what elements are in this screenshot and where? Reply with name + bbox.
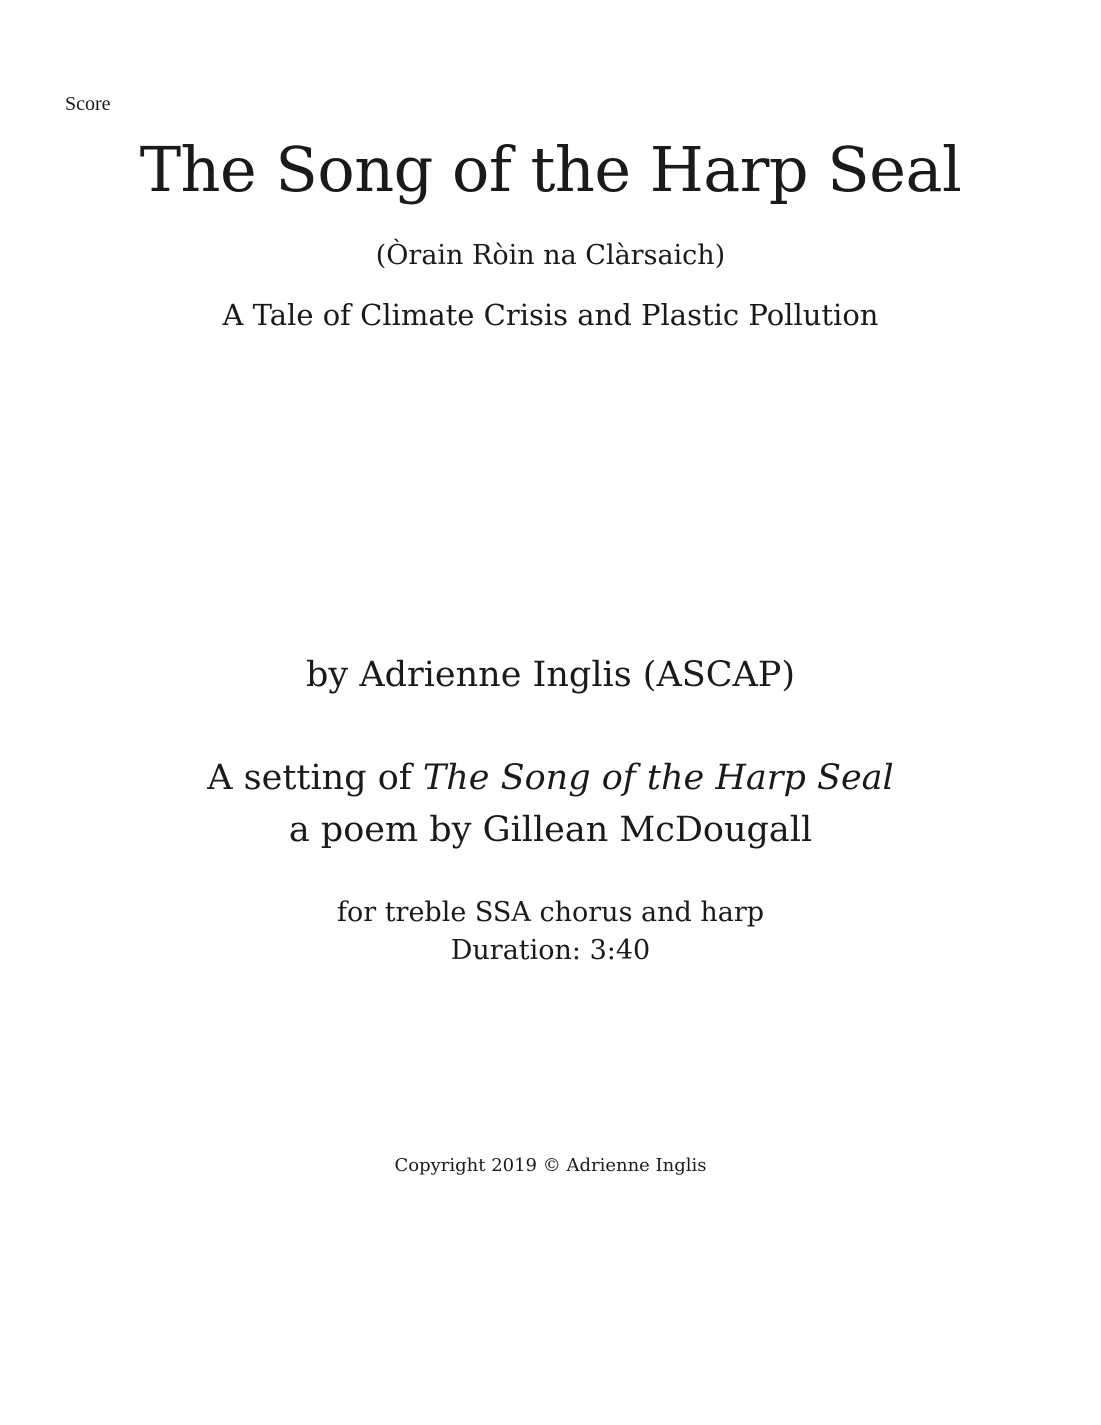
instrumentation: for treble SSA chorus and harp	[336, 897, 765, 928]
setting-credit	[0, 756, 1101, 800]
page-title: The Song of the Harp Seal	[139, 133, 962, 206]
poem-credit: a poem by Gillean McDougall	[288, 810, 813, 850]
score-label: Score	[65, 93, 111, 115]
composer-credit: by Adrienne Inglis (ASCAP)	[306, 655, 795, 695]
setting-prefix: A setting of	[207, 758, 423, 798]
setting-work-title: The Song of the Harp Seal	[422, 758, 894, 798]
duration: Duration: 3:40	[450, 935, 651, 966]
copyright-notice: Copyright 2019 © Adrienne Inglis	[394, 1155, 707, 1176]
tagline: A Tale of Climate Crisis and Plastic Pollution	[222, 298, 879, 332]
gaelic-title: (Òrain Ròin na Clàrsaich)	[375, 240, 726, 271]
